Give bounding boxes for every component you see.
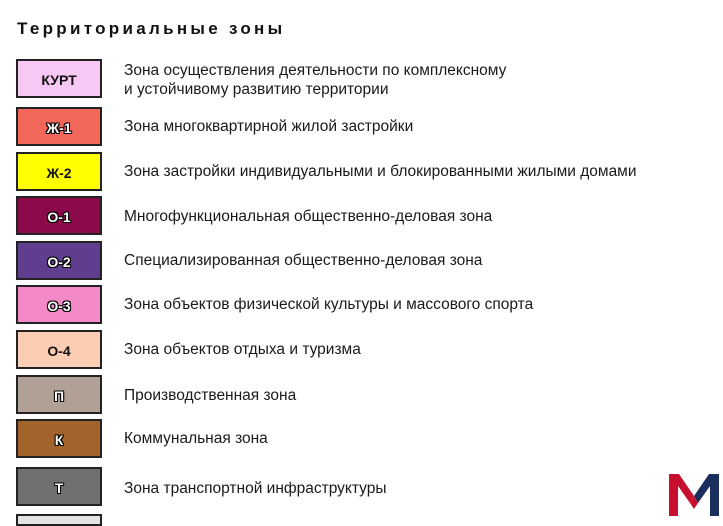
- zone-swatch-o3: [16, 285, 102, 324]
- cropped-top-text: [245, 0, 565, 3]
- zone-swatch-zh1: [16, 107, 102, 146]
- legend-heading: Территориальные зоны: [17, 19, 286, 38]
- zone-description: [124, 386, 296, 405]
- m-logo-left-stroke: [669, 474, 694, 516]
- zone-description-line: Зона многоквартирной жилой застройки: [124, 118, 414, 135]
- m-logo-right-stroke: [694, 474, 719, 516]
- zone-description-line: Зона объектов отдыха и туризма: [124, 341, 361, 358]
- zone-swatch-partial: [16, 514, 102, 526]
- zone-swatch-o1: [16, 196, 102, 235]
- zone-description: [124, 295, 533, 314]
- zone-code: П: [53, 387, 65, 404]
- zone-description: [124, 429, 268, 448]
- zone-code: О-2: [47, 253, 71, 270]
- zone-code: Ж-2: [46, 164, 72, 181]
- zone-description: [124, 207, 492, 226]
- zone-code: О-4: [47, 342, 71, 359]
- zone-description-line: Зона осуществления деятельности по комплексному: [124, 62, 507, 79]
- zone-description: [124, 117, 413, 136]
- zone-swatch-p: [16, 375, 102, 414]
- zone-description-line: Зона транспортной инфраструктуры: [124, 480, 387, 497]
- zone-swatch-k: [16, 419, 102, 458]
- zone-code: О-1: [47, 208, 71, 225]
- zone-code: КУРТ: [41, 71, 77, 88]
- zone-description-line: и устойчивому развитию территории: [124, 81, 389, 98]
- zone-swatch-kurt: [16, 59, 102, 98]
- zone-description: [124, 251, 482, 270]
- zone-description: [124, 340, 361, 359]
- zone-description-line: Зона застройки индивидуальными и блокированными жилыми домами: [124, 163, 637, 180]
- zone-code: Т: [54, 479, 64, 496]
- zone-swatch-o4: [16, 330, 102, 369]
- zone-description-line: Коммунальная зона: [124, 430, 268, 447]
- zone-description-line: Многофункциональная общественно-деловая зона: [124, 208, 493, 225]
- zone-description: [124, 61, 506, 99]
- zone-code: Ж-1: [46, 119, 72, 136]
- zone-description: [124, 162, 637, 181]
- zone-description-line: Производственная зона: [124, 387, 297, 404]
- zone-swatch-o2: [16, 241, 102, 280]
- zone-description-line: Специализированная общественно-деловая зона: [124, 252, 483, 269]
- zone-description-line: Зона объектов физической культуры и массового спорта: [124, 296, 534, 313]
- zone-swatch-zh2: [16, 152, 102, 191]
- zone-code: К: [54, 431, 64, 448]
- m-logo-icon: [669, 472, 719, 516]
- zone-code: О-3: [47, 297, 71, 314]
- zone-description: [124, 479, 386, 498]
- zone-swatch-t: [16, 467, 102, 506]
